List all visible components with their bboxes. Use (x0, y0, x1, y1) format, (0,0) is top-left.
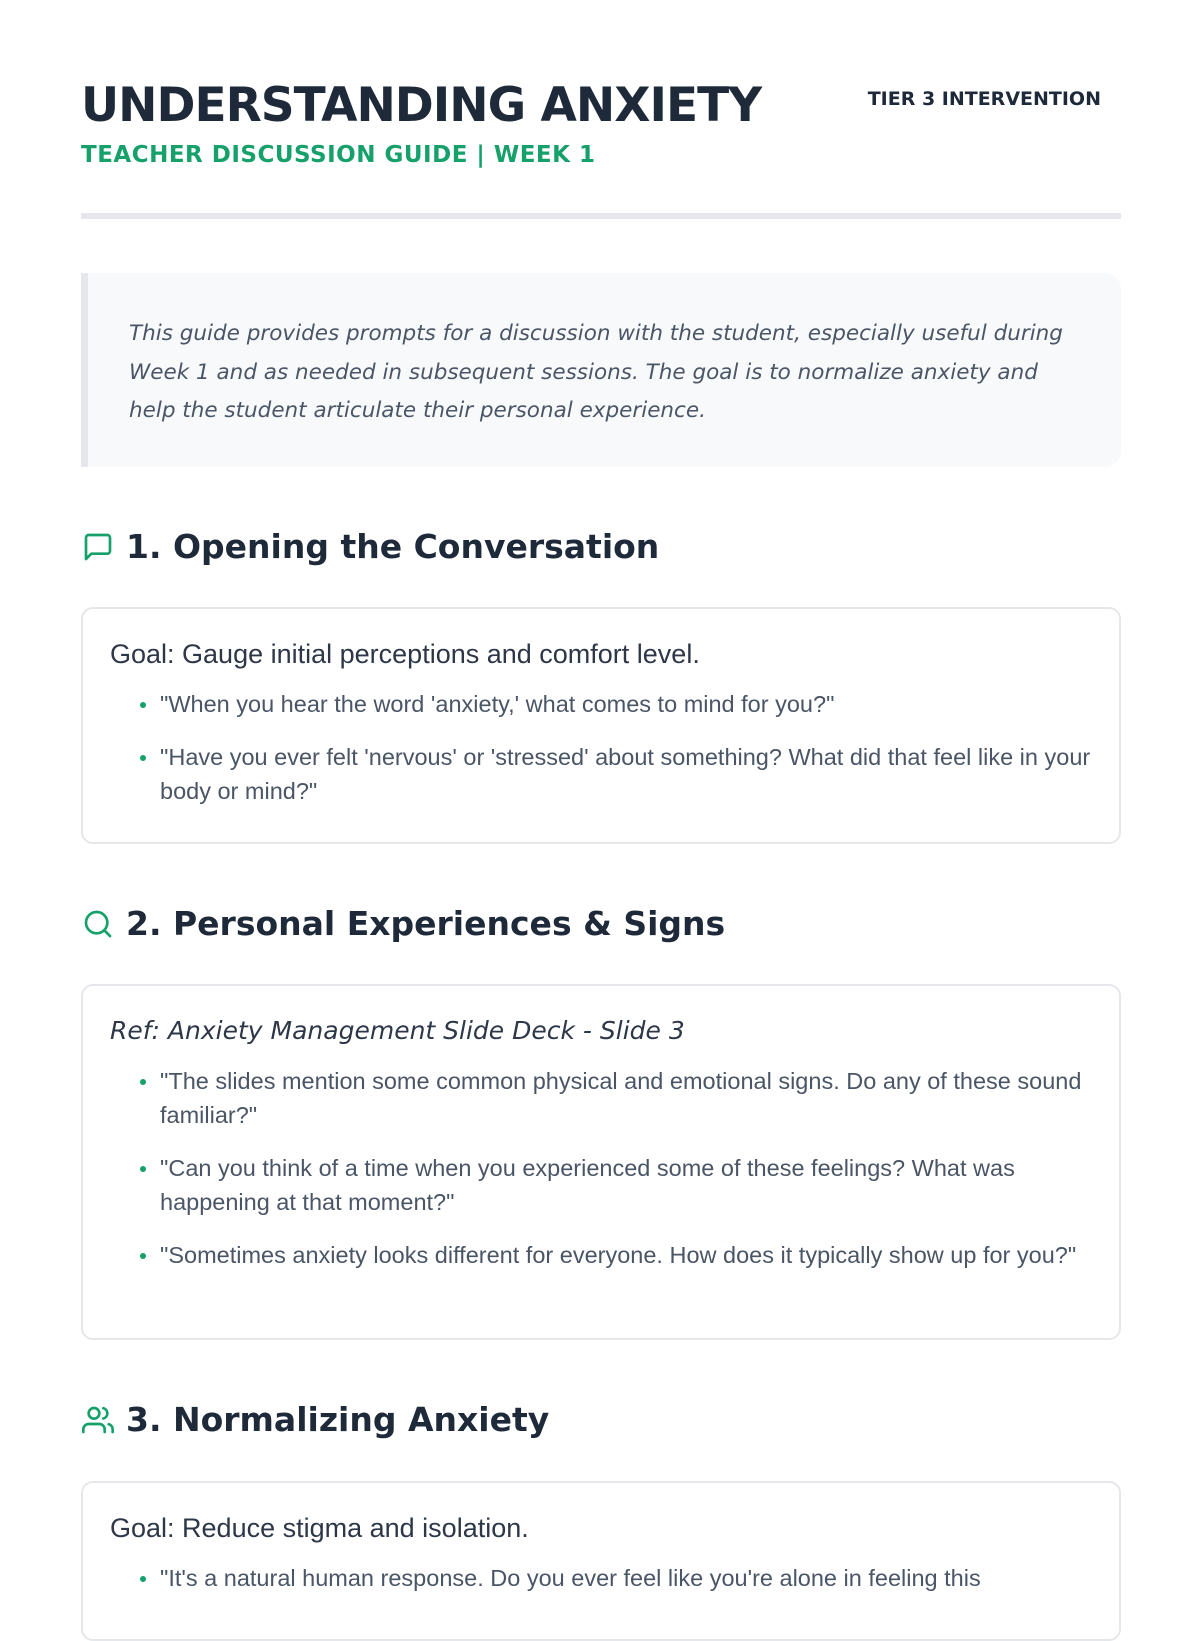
discussion-guide-page (81, 0, 1121, 1591)
chat-bubble-icon (81, 530, 115, 564)
section-2-card (81, 984, 1121, 1340)
list-item: "Sometimes anxiety looks different for everyone. How does it typically show up for you?" (140, 1238, 1093, 1272)
section-2-title: 2. Personal Experiences & Signs (126, 904, 726, 943)
section-2-prompts (110, 1064, 1093, 1272)
intro-text: This guide provides prompts for a discussion with the student, especially useful during Week 1 and as needed in subsequent sessions. The goal is to normalize anxiety and help the student articulate their personal experience. (129, 321, 1063, 423)
section-3-prompts (110, 1561, 1093, 1595)
list-item: "It's a natural human response. Do you ever feel like you're alone in feeling this (140, 1561, 1093, 1595)
page-header (81, 0, 1121, 222)
list-item: "Can you think of a time when you experienced some of these feelings? What was happening at that moment?" (140, 1151, 1093, 1219)
page-subtitle: TEACHER DISCUSSION GUIDE | WEEK 1 (81, 142, 596, 168)
section-1-card (81, 607, 1121, 844)
section-2-heading (81, 904, 725, 943)
section-1-goal: Goal: Gauge initial perceptions and comfort level. (110, 639, 700, 669)
list-item: "Have you ever felt 'nervous' or 'stressed' about something? What did that feel like in your body or mind?" (140, 740, 1093, 808)
section-1-heading (81, 527, 659, 566)
section-3-card (81, 1481, 1121, 1641)
intro-callout (81, 273, 1121, 467)
section-3-heading (81, 1400, 549, 1439)
header-divider (81, 213, 1121, 219)
tier-badge: TIER 3 INTERVENTION (867, 88, 1101, 110)
section-1-title: 1. Opening the Conversation (126, 527, 660, 566)
people-icon (81, 1403, 115, 1437)
section-1-prompts (110, 687, 1093, 808)
section-3-title: 3. Normalizing Anxiety (126, 1400, 550, 1439)
section-2-reference: Ref: Anxiety Management Slide Deck - Slide 3 (110, 1016, 685, 1045)
list-item: "The slides mention some common physical and emotional signs. Do any of these sound familiar?" (140, 1064, 1093, 1132)
section-3-goal: Goal: Reduce stigma and isolation. (110, 1513, 529, 1543)
search-icon (81, 907, 115, 941)
page-title: UNDERSTANDING ANXIETY (81, 78, 762, 133)
list-item: "When you hear the word 'anxiety,' what comes to mind for you?" (140, 687, 1093, 721)
